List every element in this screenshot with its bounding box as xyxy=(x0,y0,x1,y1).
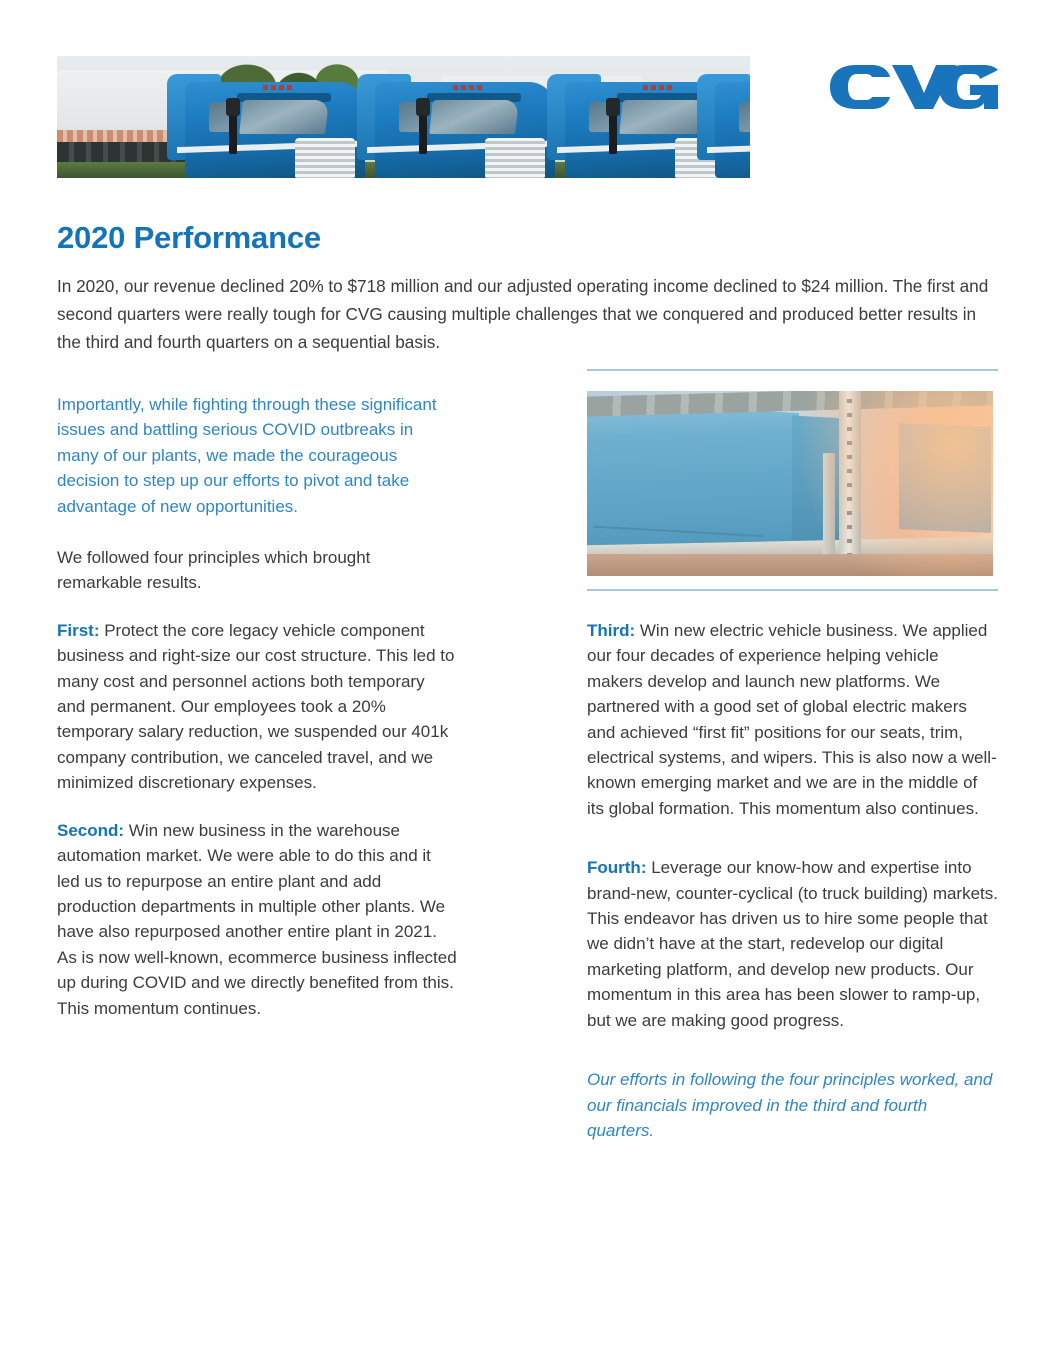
closing-paragraph: Our efforts in following the four principles worked, and our financials improved in the third and fourth quarters. xyxy=(587,1070,993,1140)
principle-first-label: First: xyxy=(57,620,100,640)
left-column xyxy=(57,392,457,1021)
right-column-gap-2 xyxy=(587,1055,998,1067)
page-title: 2020 Performance xyxy=(57,219,321,255)
principles-intro-paragraph: We followed four principles which brought remarkable results. xyxy=(57,548,371,593)
principle-second-paragraph xyxy=(57,818,457,1021)
principle-second-label: Second: xyxy=(57,820,125,840)
principle-fourth-label: Fourth: xyxy=(587,858,647,878)
principle-third-body: Win new electric vehicle business. We applied our four decades of experience helping vehicle makers develop and launch new platforms. We partnered with a good set of global electric makers and achieved “first fit” positions for our seats, trim, electrical systems, and wipers. This is also now a well-known emerging market and we are in the middle of its global formation. This momentum also continues. xyxy=(587,621,997,818)
right-column xyxy=(587,368,998,1143)
photo-truck-4 xyxy=(697,74,750,178)
principle-fourth-paragraph xyxy=(587,855,998,1033)
right-column-photo-spacer xyxy=(587,368,998,618)
highlight-paragraph: Importantly, while fighting through these significant issues and battling serious COVID outbreaks in many of our plants, we made the courageous decision to step up our efforts to pivot and take advantage of new opportunities. xyxy=(57,395,437,516)
principle-second-body: Win new business in the warehouse automation market. We were able to do this and it led us to repurpose an entire plant and add production departments in multiple other plants. We have also repurposed another entire plant in 2021. As is now well-known, ecommerce business inflected up during COVID and we directly benefited from this. xyxy=(57,820,457,993)
principle-fourth-body: Leverage our know-how and expertise into brand-new, counter-cyclical (to truck building) markets. This endeavor has driven us to hire some people that we didn’t have at the start, redevelop our digital marketing platform, and develop new products. Our momentum in this area has been slower to ramp-up, but we are making good progress. xyxy=(587,858,998,1030)
photo-truck-2 xyxy=(357,74,567,178)
principle-third-paragraph xyxy=(587,618,998,821)
page-header xyxy=(57,56,998,178)
principle-second-body-tail: This momentum continues. xyxy=(57,998,262,1018)
banner-photo-truck-fleet xyxy=(57,56,750,178)
cvg-logo xyxy=(823,56,998,118)
principle-first-paragraph xyxy=(57,618,457,796)
right-column-gap xyxy=(587,843,998,855)
principle-first-body: Protect the core legacy vehicle component business and right-size our cost structure. This led to many cost and personnel actions both temporary and permanent. Our employees took a 20% temporary salary reduction, we suspended our 401k company contribution, we canceled travel, and we minimized discretionary expenses. xyxy=(57,620,455,793)
intro-paragraph: In 2020, our revenue declined 20% to $718 million and our adjusted operating income declined to $24 million. The first and second quarters were really tough for CVG causing multiple challenges that we conquered and produced better results in the third and fourth quarters on a sequential basis. xyxy=(57,276,989,352)
cvg-logo-icon xyxy=(828,61,998,113)
principle-third-label: Third: xyxy=(587,621,636,640)
photo-truck-1 xyxy=(167,74,377,178)
